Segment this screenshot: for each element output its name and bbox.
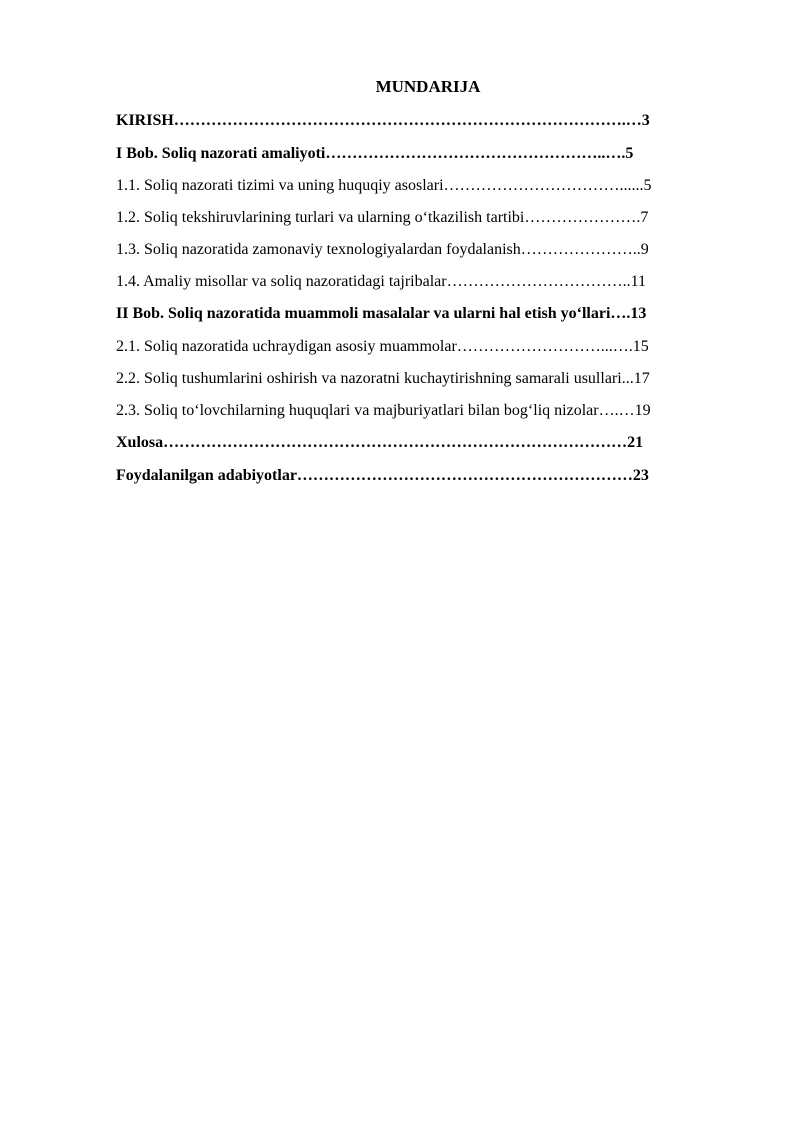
toc-entry-1-3: 1.3. Soliq nazoratida zamonaviy texnologiyalardan foydalanish…………………..9 (116, 241, 649, 258)
toc-entry-chapter-2: II Bob. Soliq nazoratida muammoli masalalar va ularni hal etish yo‘llari….13 (116, 305, 647, 322)
toc-entry-2-2: 2.2. Soliq tushumlarini oshirish va nazoratni kuchaytirishning samarali usullari...17 (116, 370, 650, 387)
toc-entry-kirish: KIRISH………………………………………………………………………….…3 (116, 112, 650, 129)
toc-entry-2-3: 2.3. Soliq to‘lovchilarning huquqlari va majburiyatlari bilan bog‘liq nizolar….…19 (116, 402, 651, 419)
toc-entry-1-4: 1.4. Amaliy misollar va soliq nazoratidagi tajribalar……………………………..11 (116, 273, 646, 290)
toc-entry-chapter-1: I Bob. Soliq nazorati amaliyoti……………………………………………..….5 (116, 145, 634, 162)
page-title: MUNDARIJA (375, 77, 481, 96)
toc-entry-1-1: 1.1. Soliq nazorati tizimi va uning huquqiy asoslari……………………………......5 (116, 177, 652, 194)
toc-entry-xulosa: Xulosa……………………………………………………………………………21 (116, 434, 644, 451)
toc-entry-1-2: 1.2. Soliq tekshiruvlarining turlari va ularning o‘tkazilish tartibi………………….7 (116, 209, 649, 226)
toc-entry-2-1: 2.1. Soliq nazoratida uchraydigan asosiy muammolar………………………...….15 (116, 338, 649, 355)
toc-entry-references: Foydalanilgan adabiyotlar………………………………………………………23 (116, 467, 649, 484)
